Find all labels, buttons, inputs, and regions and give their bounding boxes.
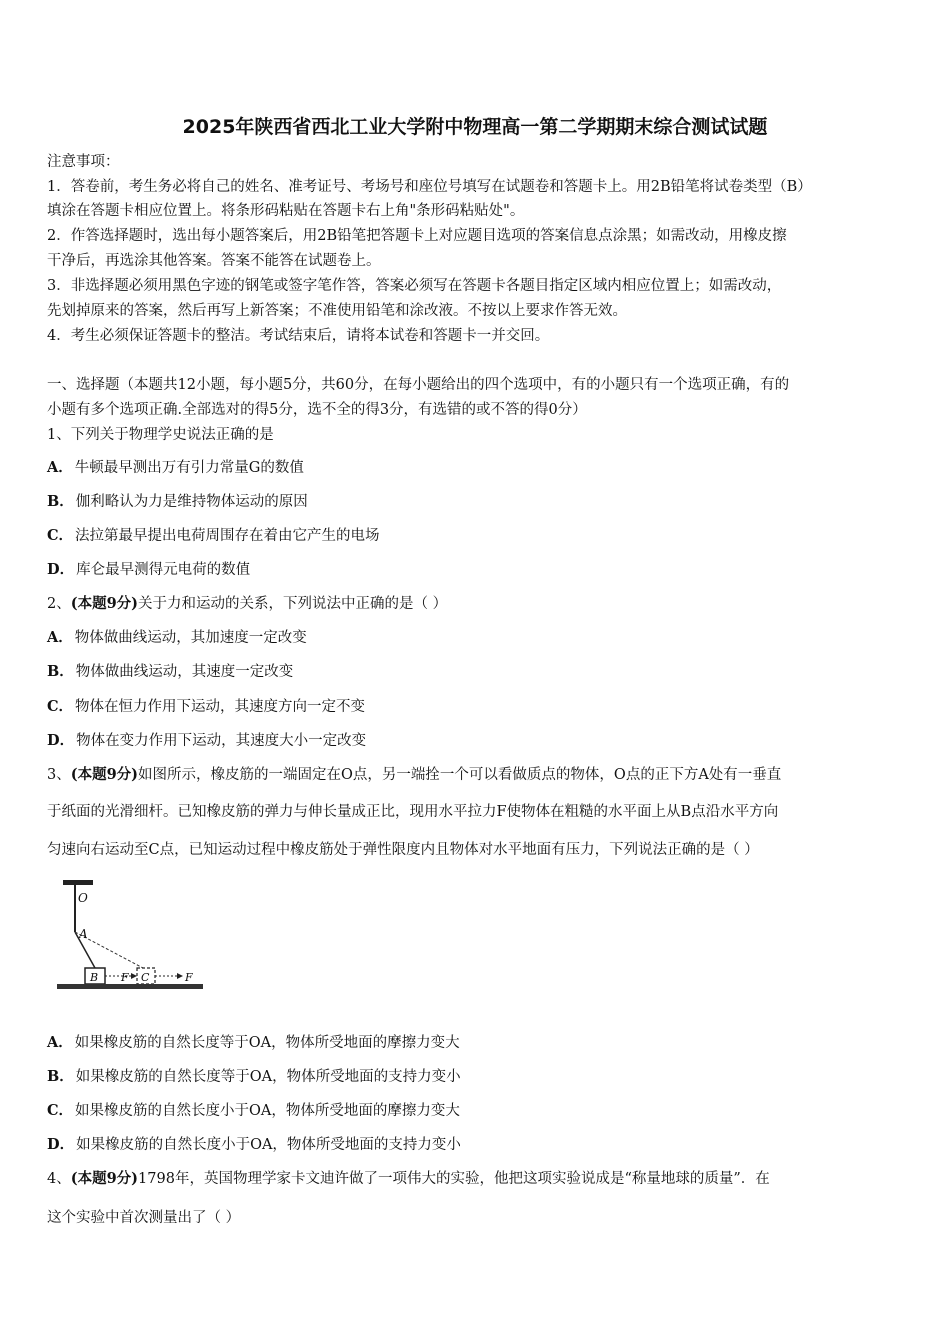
option-label: C． <box>47 1102 74 1119</box>
q2-option-a <box>47 628 917 648</box>
notice-line: 1．答卷前，考生务必将自己的姓名、准考证号、考场号和座位号填写在试题卷和答题卡上。用2B铅笔将试卷类型（B） <box>47 179 812 195</box>
option-label: B． <box>47 493 74 510</box>
notice-line: 填涂在答题卡相应位置上。将条形码粘贴在答题卡右上角"条形码粘贴处"。 <box>47 203 525 219</box>
q2-option-d <box>47 731 917 751</box>
q3-option-b <box>47 1067 917 1087</box>
q1-option-a <box>47 458 917 478</box>
label-b: B <box>90 971 99 984</box>
option-label: D． <box>47 1136 75 1153</box>
q1-option-c <box>47 526 917 546</box>
q1-option-d <box>47 560 917 580</box>
option-label: C． <box>47 698 74 715</box>
option-label: C． <box>47 527 74 544</box>
rubber-band-diagram <box>45 872 210 1002</box>
option-text: 物体在恒力作用下运动，其速度方向一定不变 <box>75 699 366 715</box>
question-text: 1798年，英国物理学家卡文迪许做了一项伟大的实验，他把这项实验说成是“称量地球的质量”．在 <box>138 1171 770 1187</box>
question-3-stem-cont: 于纸面的光滑细杆。已知橡皮筋的弹力与伸长量成正比，现用水平拉力F使物体在粗糙的水平面上从B点沿水平方向 <box>47 804 779 820</box>
label-f1: F <box>121 971 129 984</box>
section-heading-cont: 小题有多个选项正确.全部选对的得5分，选不全的得3分，有选错的或不答的得0分） <box>47 402 587 418</box>
question-1-stem: 1、下列关于物理学史说法正确的是 <box>47 427 274 443</box>
option-text: 法拉第最早提出电荷周围存在着由它产生的电场 <box>75 528 380 544</box>
q3-option-c <box>47 1101 917 1121</box>
section-heading: 一、选择题（本题共12小题，每小题5分，共60分，在每小题给出的四个选项中，有的小题只有一个选项正确，有的 <box>47 377 790 393</box>
label-a: A <box>79 927 88 941</box>
option-text: 如果橡皮筋的自然长度小于OA，物体所受地面的支持力变小 <box>76 1137 461 1153</box>
label-o: O <box>78 891 88 905</box>
question-score: (本题9分) <box>70 595 139 612</box>
option-text: 物体做曲线运动，其速度一定改变 <box>75 664 294 680</box>
q3-option-a <box>47 1033 917 1053</box>
q2-option-c <box>47 697 917 717</box>
question-3-stem <box>47 765 917 785</box>
option-label: B． <box>47 1068 74 1085</box>
arrow-head <box>131 973 137 979</box>
ceiling-bar <box>63 880 93 885</box>
question-number: 2、 <box>47 596 71 612</box>
notice-line: 4．考生必须保证答题卡的整洁。考试结束后，请将本试卷和答题卡一并交回。 <box>47 328 550 344</box>
question-text: 关于力和运动的关系，下列说法中正确的是（ ） <box>138 596 448 612</box>
notice-line: 先划掉原来的答案，然后再写上新答案；不准使用铅笔和涂改液。不按以上要求作答无效。 <box>47 303 627 319</box>
option-label: A． <box>47 1034 73 1051</box>
q3-option-d <box>47 1135 917 1155</box>
question-number: 3、 <box>47 767 71 783</box>
question-number: 4、 <box>47 1171 71 1187</box>
option-label: D． <box>47 732 75 749</box>
q1-option-b <box>47 492 917 512</box>
option-text: 如果橡皮筋的自然长度小于OA，物体所受地面的摩擦力变大 <box>75 1103 460 1119</box>
question-2-stem <box>47 594 917 614</box>
question-score: (本题9分) <box>70 1170 139 1187</box>
question-text: 如图所示，橡皮筋的一端固定在O点，另一端拴一个可以看做质点的物体，O点的正下方A处有一垂直 <box>138 767 782 783</box>
label-c: C <box>141 971 150 984</box>
notice-line: 干净后，再选涂其他答案。答案不能答在试题卷上。 <box>47 253 381 269</box>
page-title: 2025年陕西省西北工业大学附中物理高一第二学期期末综合测试试题 <box>182 116 768 138</box>
question-4-stem-cont: 这个实验中首次测量出了（ ） <box>47 1210 241 1226</box>
option-text: 如果橡皮筋的自然长度等于OA，物体所受地面的支持力变小 <box>75 1069 461 1085</box>
notice-heading: 注意事项： <box>47 154 120 170</box>
option-label: A． <box>47 459 73 476</box>
option-text: 牛顿最早测出万有引力常量G的数值 <box>74 460 304 476</box>
label-f2: F <box>185 971 193 984</box>
notice-line: 2．作答选择题时，选出每小题答案后，用2B铅笔把答题卡上对应题目选项的答案信息点涂黑；如需改动，用橡皮擦 <box>47 228 787 244</box>
option-label: B． <box>47 663 74 680</box>
arrow-head <box>177 973 183 979</box>
question-score: (本题9分) <box>70 766 139 783</box>
ground <box>57 984 203 989</box>
option-text: 伽利略认为力是维持物体运动的原因 <box>75 494 308 510</box>
option-text: 物体在变力作用下运动，其速度大小一定改变 <box>76 733 367 749</box>
option-text: 物体做曲线运动，其加速度一定改变 <box>74 630 307 646</box>
option-label: A． <box>47 629 73 646</box>
option-text: 库仑最早测得元电荷的数值 <box>76 562 251 578</box>
notice-line: 3．非选择题必须用黑色字迹的钢笔或签字笔作答，答案必须写在答题卡各题目指定区域内相应位置上；如需改动， <box>47 278 782 294</box>
question-3-stem-cont: 匀速向右运动至C点，已知运动过程中橡皮筋处于弹性限度内且物体对水平地面有压力，下列说法正确的是（ ） <box>47 842 759 858</box>
option-text: 如果橡皮筋的自然长度等于OA，物体所受地面的摩擦力变大 <box>74 1035 460 1051</box>
question-4-stem <box>47 1169 917 1189</box>
q2-option-b <box>47 662 917 682</box>
option-label: D． <box>47 561 75 578</box>
